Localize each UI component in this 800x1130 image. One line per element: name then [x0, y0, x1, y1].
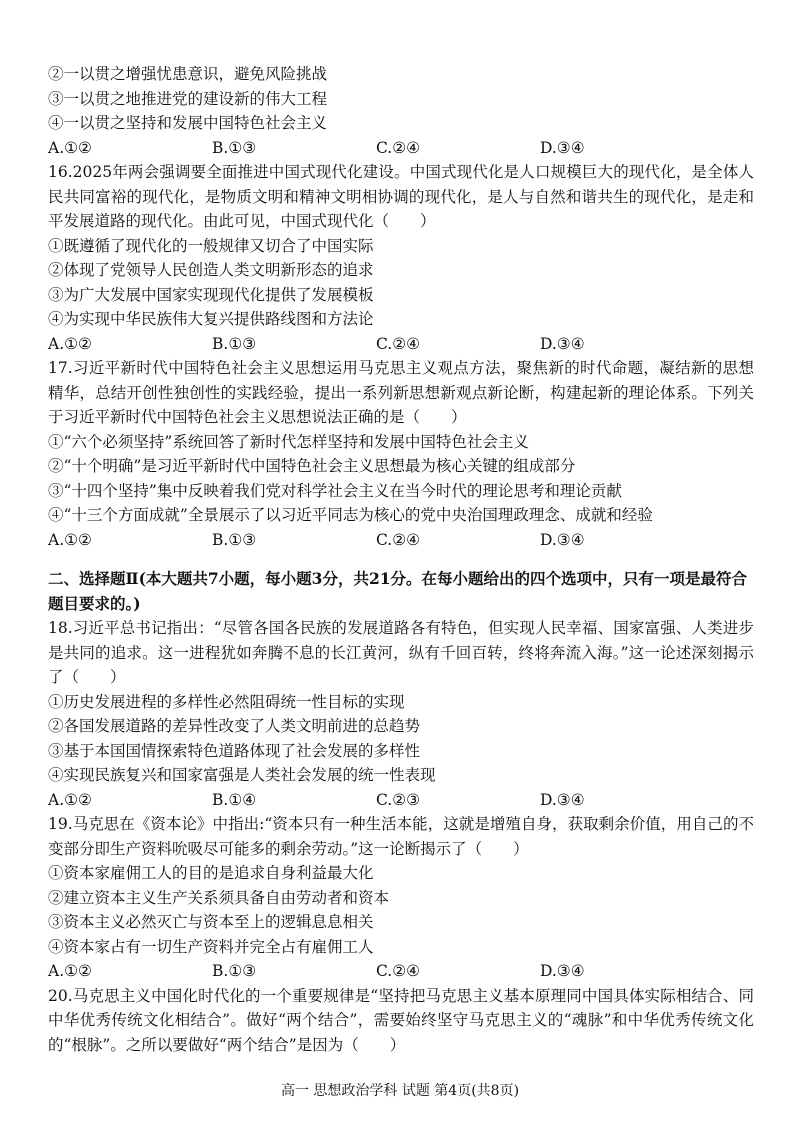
list-item: ③一以贯之地推进党的建设新的伟大工程 [48, 89, 328, 108]
option-a: A.①② [48, 138, 92, 157]
section-heading: 二、选择题Ⅱ(本大题共7小题，每小题3分，共21分。在每小题给出的四个选项中，只有一项是最符合题目要求的。) [48, 569, 748, 613]
list-item: ①资本家雇佣工人的目的是追求自身利益最大化 [48, 864, 374, 882]
option-b: B.①③ [212, 334, 257, 353]
question-stem: 16.2025年两会强调要全面推进中国式现代化建设。中国式现代化是人口规模巨大的现代化，是全体人民共同富裕的现代化，是物质文明和精神文明相协调的现代化，是人与自然和谐共生的现代化，是走和平发展道路的现代化。由此可见，中国式现代化（ ） [48, 163, 754, 230]
option-a: A.①② [48, 790, 92, 809]
list-item: ④资本家占有一切生产资料并完全占有雇佣工人 [48, 937, 374, 956]
list-item: ②一以贯之增强忧患意识，避免风险挑战 [48, 65, 328, 83]
list-item: ④“十三个方面成就”全景展示了以习近平同志为核心的党中央治国理政理念、成就和经验 [48, 506, 653, 524]
option-c: C.②④ [376, 334, 421, 353]
question-18 [48, 616, 754, 812]
question-stem: 18.习近平总书记指出：“尽管各国各民族的发展道路各有特色，但实现人民幸福、国家富强、人类进步是共同的追求。这一进程犹如奔腾不息的长江黄河，纵有千回百转，终将奔流入海。”这一论述深刻揭示了（ ） [48, 619, 754, 686]
list-item: ④一以贯之坚持和发展中国特色社会主义 [48, 114, 328, 132]
list-item: ④为实现中华民族伟大复兴提供路线图和方法论 [48, 310, 374, 328]
list-item: ③基于本国国情探索特色道路体现了社会发展的多样性 [48, 741, 421, 760]
option-b: B.①③ [212, 530, 257, 549]
option-d: D.③④ [540, 530, 585, 549]
option-c: C.②③ [376, 790, 421, 809]
list-item: ②建立资本主义生产关系须具备自由劳动者和资本 [48, 888, 390, 907]
answer-options [48, 959, 754, 984]
option-d: D.③④ [540, 962, 585, 980]
list-item: ①“六个必须坚持”系统回答了新时代怎样坚持和发展中国特色社会主义 [48, 432, 529, 451]
option-c: C.②④ [376, 962, 421, 980]
option-d: D.③④ [540, 138, 585, 157]
page-footer: 高一 思想政治学科 试题 第4页(共8页) [280, 1083, 520, 1099]
option-d: D.③④ [540, 334, 585, 353]
option-b: B.①③ [212, 962, 257, 980]
question-stem: 19.马克思在《资本论》中指出:“资本只有一种生活本能，这就是增殖自身，获取剩余价值，用自己的不变部分即生产资料吮吸尽可能多的剩余劳动。”这一论断揭示了（ ） [48, 815, 754, 858]
option-a: A.①② [48, 334, 92, 353]
question-20 [48, 984, 754, 1058]
list-item: ③“十四个坚持”集中反映着我们党对科学社会主义在当今时代的理论思考和理论贡献 [48, 481, 622, 500]
exam-content [48, 62, 754, 1057]
list-item: ②各国发展道路的差异性改变了人类文明前进的总趋势 [48, 717, 421, 735]
list-item: ④实现民族复兴和国家富强是人类社会发展的统一性表现 [48, 766, 436, 784]
option-a: A.①② [48, 962, 92, 980]
answer-options [48, 332, 754, 357]
option-b: B.①③ [212, 138, 257, 157]
list-item: ①既遵循了现代化的一般规律又切合了中国实际 [48, 236, 374, 255]
question-stem: 17.习近平新时代中国特色社会主义思想运用马克思主义观点方法，聚焦新的时代命题，凝结新的思想精华，总结开创性独创性的实践经验，提出一系列新思想新观点新论断，构建起新的理论体系。下列关于习近平新时代中国特色社会主义思想说法正确的是（ ） [48, 359, 754, 426]
option-b: B.①④ [212, 790, 257, 809]
question-16 [48, 160, 754, 356]
prev-question-items [48, 62, 754, 160]
option-c: C.②④ [376, 138, 421, 157]
answer-options [48, 136, 754, 161]
question-19 [48, 812, 754, 984]
option-a: A.①② [48, 530, 92, 549]
list-item: ②体现了党领导人民创造人类文明新形态的追求 [48, 261, 374, 279]
answer-options [48, 788, 754, 813]
question-stem: 20.马克思主义中国化时代化的一个重要规律是“坚持把马克思主义基本原理同中国具体实际相结合、同中华优秀传统文化相结合”。做好“两个结合”，需要始终坚守马克思主义的“魂脉”和中华优秀传统文化的“根脉”。之所以要做好“两个结合”是因为（ ） [48, 986, 754, 1054]
option-d: D.③④ [540, 790, 585, 809]
list-item: ①历史发展进程的多样性必然阻碍统一性目标的实现 [48, 692, 405, 711]
option-c: C.②④ [376, 530, 421, 549]
section-gap [48, 552, 754, 566]
answer-options [48, 528, 754, 553]
list-item: ②“十个明确”是习近平新时代中国特色社会主义思想最为核心关键的组成部分 [48, 457, 576, 475]
question-17 [48, 356, 754, 552]
list-item: ③资本主义必然灭亡与资本至上的逻辑息息相关 [48, 913, 374, 931]
list-item: ③为广大发展中国家实现现代化提供了发展模板 [48, 285, 374, 304]
